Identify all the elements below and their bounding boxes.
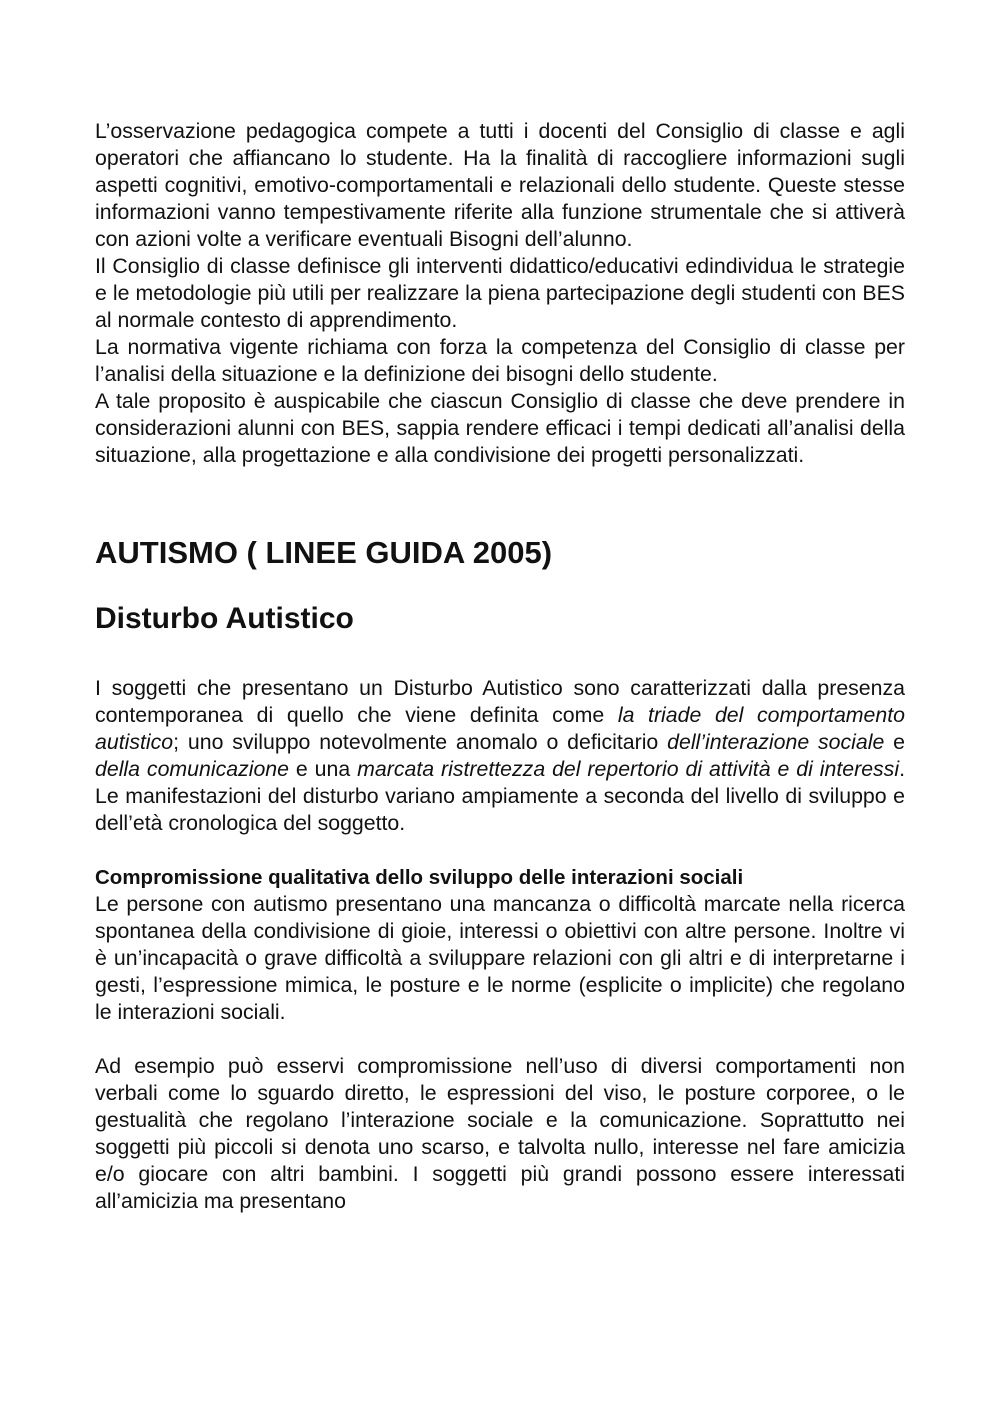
autismo-p1-text-e: . Le manifestazioni del disturbo variano ampiamente a seconda del livello di sviluppo e dell’età cronologica del soggetto. <box>95 757 905 835</box>
autismo-p1-emphasis-2: dell’interazione sociale <box>667 730 885 754</box>
autismo-p1-emphasis-3: della comunicazione <box>95 757 289 781</box>
intro-paragraph-4: A tale proposito è auspicabile che ciascun Consiglio di classe che deve prendere in considerazioni alunni con BES, sappia rendere efficaci i tempi dedicati all’analisi della situazione, alla progettazione e alla condivisione dei progetti personalizzati. <box>95 389 905 467</box>
intro-paragraph-3: La normativa vigente richiama con forza la competenza del Consiglio di classe per l’analisi della situazione e la definizione dei bisogni dello studente. <box>95 335 905 386</box>
autismo-p1-text-c: e <box>884 730 906 754</box>
section-subtitle: Disturbo Autistico <box>95 602 354 635</box>
document-page <box>95 118 905 1215</box>
autismo-p1-emphasis-4: marcata ristrettezza del repertorio di attività e di interessi <box>357 757 900 781</box>
autismo-paragraph-3: Ad esempio può esservi compromissione nell’uso di diversi comportamenti non verbali come lo sguardo diretto, le espressioni del viso, le posture corporee, o le gestualità che regolano l’interazione sociale e la comunicazione. Soprattutto nei soggetti più piccoli si denota uno scarso, e talvolta nullo, interesse nel fare amicizia e/o giocare con altri bambini. I soggetti più grandi possono essere interessati all’amicizia ma presentano <box>95 1054 905 1213</box>
intro-paragraph-1: L’osservazione pedagogica compete a tutti i docenti del Consiglio di classe e agli operatori che affiancano lo studente. Ha la finalità di raccogliere informazioni sugli aspetti cognitivi, emotivo-comportamentali e relazionali dello studente. Queste stesse informazioni vanno tempestivamente riferite alla funzione strumentale che si attiverà con azioni volte a verificare eventuali Bisogni dell’alunno. <box>95 119 905 251</box>
autismo-paragraph-2: Le persone con autismo presentano una mancanza o difficoltà marcate nella ricerca spontanea della condivisione di gioie, interessi o obiettivi con altre persone. Inoltre vi è un’incapacità o grave difficoltà a sviluppare relazioni con gli altri e di interpretarne i gesti, l’espressione mimica, le posture e le norme (esplicite o implicite) che regolano le interazioni sociali. <box>95 892 905 1024</box>
intro-paragraph-2: Il Consiglio di classe definisce gli interventi didattico/educativi edindividua le strategie e le metodologie più utili per realizzare la piena partecipazione degli studenti con BES al normale contesto di apprendimento. <box>95 254 905 332</box>
autismo-p1-text-b: ; uno sviluppo notevolmente anomalo o deficitario <box>173 730 668 754</box>
section-title: AUTISMO ( LINEE GUIDA 2005) <box>95 535 553 570</box>
autismo-p1-text-d: e una <box>288 757 358 781</box>
autismo-paragraph-1 <box>95 675 905 837</box>
subsection-heading: Compromissione qualitativa dello sviluppo delle interazioni sociali <box>95 866 744 889</box>
autismo-p1-text-a: I soggetti che presentano un Disturbo Autistico sono caratterizzati dalla presenza contemporanea di quello che viene definita come <box>95 676 905 727</box>
autismo-p1-emphasis-1: la triade del comportamento autistico <box>95 703 905 754</box>
